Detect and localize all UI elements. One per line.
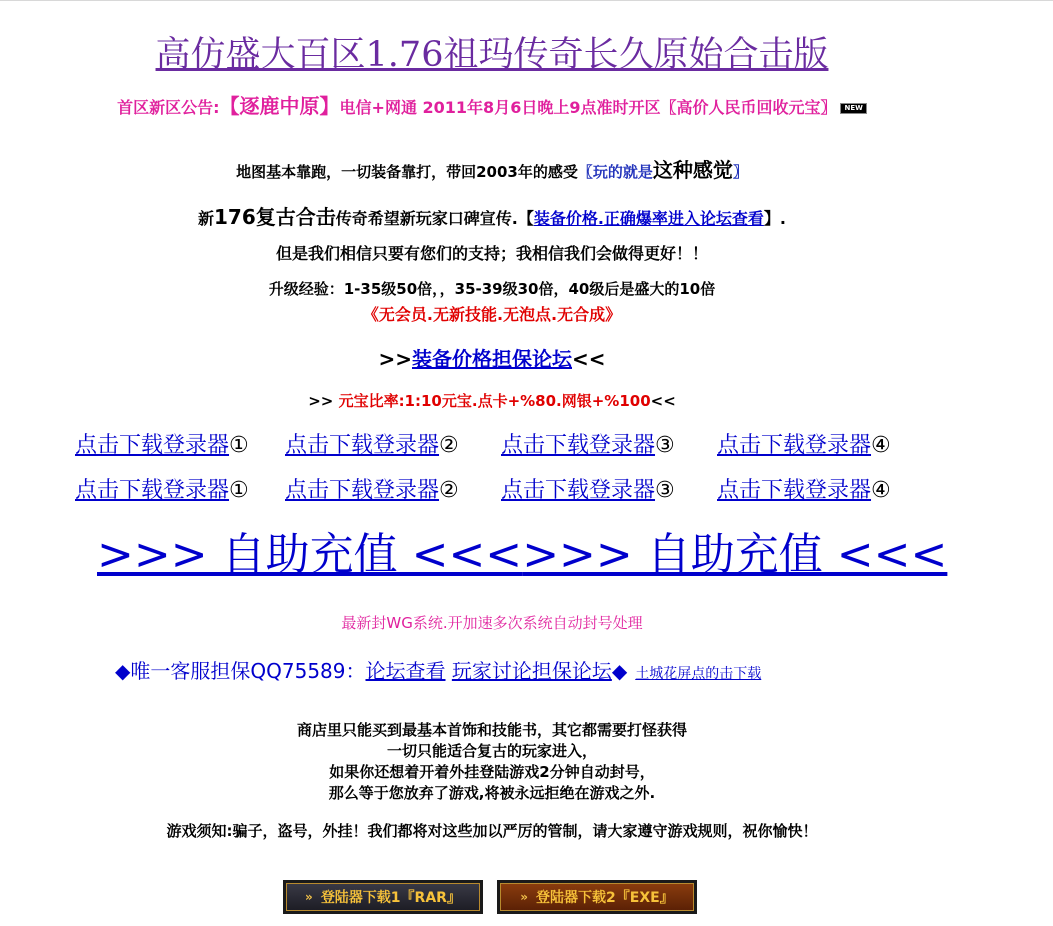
double-chevron-icon: »: [305, 890, 313, 904]
shop-line-3: 如果你还想着开着外挂登陆游戏2分钟自动封号，: [329, 763, 655, 781]
download-link-3[interactable]: [501, 428, 675, 459]
announcement-line: [0, 90, 984, 119]
launcher-download-exe-button[interactable]: [497, 880, 697, 914]
shop-description: [0, 720, 984, 804]
download-link-2[interactable]: [285, 428, 459, 459]
download-number: ③: [655, 433, 675, 458]
top-divider: [0, 0, 1053, 1]
download-link-2b[interactable]: [285, 473, 459, 504]
download-label[interactable]: 点击下载登录器: [285, 433, 440, 458]
diamond-icon: ◆: [611, 659, 628, 683]
forum-suffix: <<: [572, 347, 606, 371]
customer-service-line: [115, 655, 761, 684]
anti-cheat-notice: 最新封WG系统.开加速多次系统自动封号处理: [341, 614, 643, 632]
launcher-download-rar-button[interactable]: [283, 880, 483, 914]
shop-line-4: 那么等于您放弃了游戏,将被永远拒绝在游戏之外.: [328, 784, 656, 802]
download-label[interactable]: 点击下载登录器: [501, 433, 656, 458]
download-number: ②: [439, 478, 459, 503]
download-link-1b[interactable]: [75, 473, 249, 504]
promo-suffix: 】.: [763, 209, 787, 228]
download-number: ④: [871, 478, 891, 503]
map-feature-line: [0, 154, 984, 183]
page-title-link[interactable]: 高仿盛大百区1.76祖玛传奇长久原始合击版: [155, 35, 829, 75]
download-label[interactable]: 点击下载登录器: [501, 478, 656, 503]
recharge-link-1[interactable]: >>> 自助充值 <<<: [97, 529, 523, 580]
promo-text: 传奇希望新玩家口碑宣传.【: [335, 209, 534, 228]
support-line: 但是我们相信只要有您们的支持；我相信我们会做得更好！！: [275, 244, 708, 263]
new-badge: NEW: [840, 103, 866, 114]
double-chevron-icon: »: [520, 890, 529, 904]
recharge-links: [97, 518, 947, 582]
game-rules: 游戏须知:骗子，盗号，外挂！我们都将对这些加以严厉的管制，请大家遵守游戏规则，祝你愉快！: [166, 822, 818, 840]
forum-view-link[interactable]: 论坛查看: [365, 659, 446, 683]
promo-prefix: 新: [197, 209, 214, 228]
download-label[interactable]: 点击下载登录器: [717, 433, 872, 458]
rate-suffix: <<: [650, 392, 676, 410]
download-number: ④: [871, 433, 891, 458]
download-label[interactable]: 点击下载登录器: [717, 478, 872, 503]
quote-big: 这种感觉: [652, 158, 733, 182]
forum-line: [0, 343, 984, 372]
download-link-4b[interactable]: [717, 473, 891, 504]
announcement-text: 电信+网通 2011年8月6日晚上9点准时开区: [339, 98, 661, 117]
download-number: ①: [229, 433, 249, 458]
download-link-1[interactable]: [75, 428, 249, 459]
button-label: 登陆器下载2『EXE』: [536, 890, 674, 906]
guarantee-forum-link[interactable]: 装备价格担保论坛: [412, 347, 572, 371]
quote-open: 〖玩的就是: [577, 163, 653, 181]
shop-line-1: 商店里只能买到最基本首饰和技能书，其它都需要打怪获得: [296, 721, 687, 739]
shop-line-2: 一切只能适合复古的玩家进入，: [386, 742, 597, 760]
qq-text: ◆唯一客服担保QQ75589：: [115, 659, 366, 683]
player-forum-link[interactable]: 玩家讨论担保论坛: [451, 659, 612, 683]
server-name: 【逐鹿中原】: [219, 94, 340, 118]
forum-price-link[interactable]: 装备价格.正确爆率进入论坛查看: [533, 209, 764, 228]
experience-line: 升级经验：1-35级50倍，，35-39级30倍，40级后是盛大的10倍: [268, 280, 716, 298]
download-label[interactable]: 点击下载登录器: [75, 478, 230, 503]
screen-fix-download-link[interactable]: 土城花屏点的击下载: [635, 666, 762, 682]
no-features-line: 《无会员.无新技能.无泡点.无合成》: [362, 305, 622, 324]
rate-line: [0, 390, 984, 411]
download-number: ②: [439, 433, 459, 458]
download-link-3b[interactable]: [501, 473, 675, 504]
promo-big: 176复古合击: [213, 205, 336, 229]
button-label: 登陆器下载1『RAR』: [320, 890, 461, 906]
rate-prefix: >>: [308, 392, 339, 410]
download-link-4[interactable]: [717, 428, 891, 459]
recharge-link-2[interactable]: >>> 自助充值 <<<: [522, 529, 948, 580]
recycle-text: 〖高价人民币回收元宝〗: [660, 98, 837, 117]
download-number: ①: [229, 478, 249, 503]
promo-line: [0, 201, 984, 230]
rate-text: 元宝比率:1:10元宝.点卡+%80.网银+%100: [338, 392, 651, 410]
quote-close: 〗: [732, 163, 748, 181]
page-title: [0, 27, 984, 77]
download-number: ③: [655, 478, 675, 503]
download-label[interactable]: 点击下载登录器: [75, 433, 230, 458]
map-feature-text: 地图基本靠跑，一切装备靠打，带回2003年的感受: [236, 163, 578, 181]
announcement-prefix: 首区新区公告:: [117, 98, 220, 117]
download-label[interactable]: 点击下载登录器: [285, 478, 440, 503]
forum-prefix: >>: [378, 347, 412, 371]
